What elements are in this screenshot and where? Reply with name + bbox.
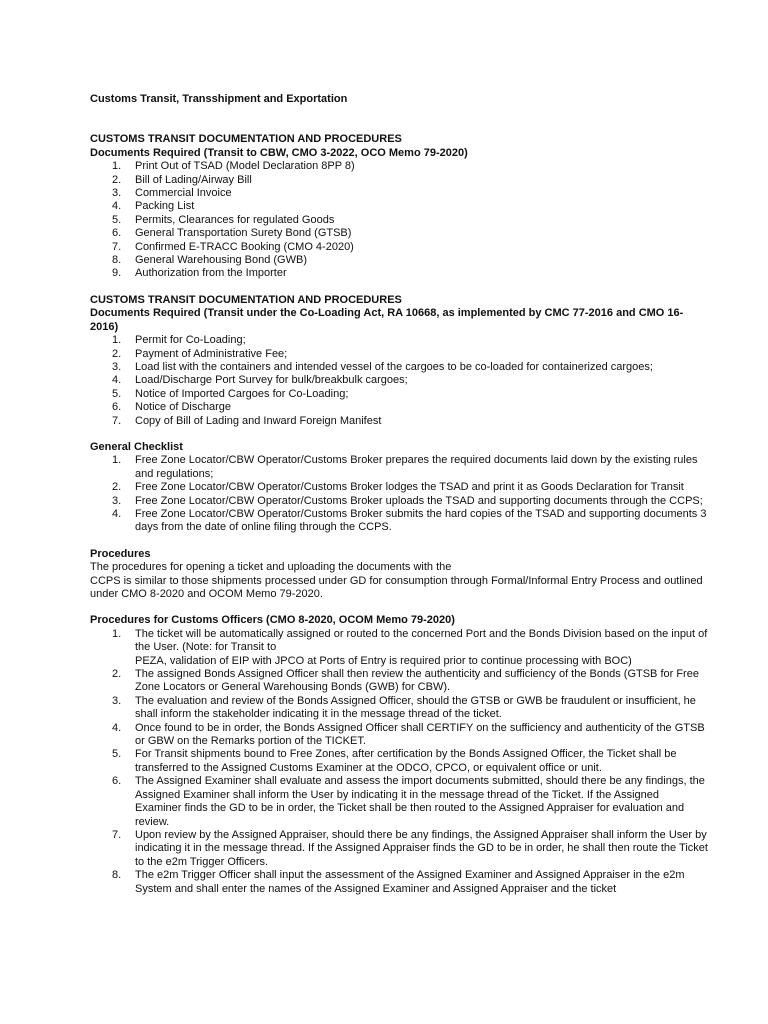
section-procedures-customs-officers bbox=[90, 614, 708, 896]
list-item: 5. Notice of Imported Cargoes for Co-Loading; bbox=[112, 387, 349, 400]
paragraph-line: CCPS is similar to those shipments processed under GD for consumption through Formal/Informal Entry Process and outlined under CMO 8-2020 and OCOM Memo 79-2020. bbox=[90, 574, 703, 600]
section-subheading: Documents Required (Transit to CBW, CMO 3-2022, OCO Memo 79-2020) bbox=[90, 146, 468, 159]
document-title: Customs Transit, Transshipment and Exportation bbox=[90, 93, 348, 105]
list-item: 1. The ticket will be automatically assigned or routed to the concerned Port and the Bonds Division based on the input of the User. (Note: for Transit to PEZA, validation of EIP with JPCO at Ports of Entry is required prior to continue processing with BOC) bbox=[112, 627, 708, 667]
list-item: 4. Load/Discharge Port Survey for bulk/breakbulk cargoes; bbox=[112, 374, 408, 387]
section-general-checklist bbox=[90, 441, 708, 535]
list-item: 6. The Assigned Examiner shall evaluate and assess the import documents submitted, should there be any findings, the Assigned Examiner shall inform the User by indicating it in the message thread of the Ticket. If the Assigned Examiner finds the GD to be in order, the Ticket shall be then routed to the Assigned Appraiser for evaluation and review. bbox=[112, 775, 705, 828]
section-heading: Procedures bbox=[90, 547, 151, 560]
procedures-list bbox=[90, 628, 708, 896]
list-item: 6. General Transportation Surety Bond (GTSB) bbox=[112, 227, 352, 240]
list-item: 9. Authorization from the Importer bbox=[112, 267, 287, 280]
list-item: 2. Payment of Administrative Fee; bbox=[112, 347, 288, 360]
section-co-loading bbox=[90, 294, 708, 428]
list-item: 7. Confirmed E-TRACC Booking (CMO 4-2020) bbox=[112, 240, 354, 253]
list-item: 1. Permit for Co-Loading; bbox=[112, 334, 246, 347]
list-item: 3. The evaluation and review of the Bonds Assigned Officer, should the GTSB or GWB be fraudulent or insufficient, he shall inform the stakeholder indicating it in the message thread of the ticket. bbox=[112, 694, 696, 721]
list-item: 4. Free Zone Locator/CBW Operator/Customs Broker submits the hard copies of the TSAD and supporting documents 3 days from the date of online filing through the CCPS. bbox=[112, 507, 707, 534]
section-heading: General Checklist bbox=[90, 440, 183, 453]
section-heading: CUSTOMS TRANSIT DOCUMENTATION AND PROCEDURES bbox=[90, 133, 402, 146]
list-item: 5. For Transit shipments bound to Free Zones, after certification by the Bonds Assigned Officer, the Ticket shall be transferred to the Assigned Customs Examiner at the ODCO, CPCO, or equivalent office or unit. bbox=[112, 748, 677, 774]
list-item: 1. Print Out of TSAD (Model Declaration 8PP 8) bbox=[112, 160, 355, 173]
list-item: 2. Free Zone Locator/CBW Operator/Customs Broker lodges the TSAD and print it as Goods Declaration for Transit bbox=[112, 481, 684, 494]
list-item: 4. Once found to be in order, the Bonds Assigned Officer shall CERTIFY on the sufficiency and authenticity of the GTSB or GBW on the Remarks portion of the TICKET. bbox=[112, 721, 705, 748]
documents-list bbox=[90, 334, 708, 428]
list-item: 2. Bill of Lading/Airway Bill bbox=[112, 173, 252, 186]
section-heading: CUSTOMS TRANSIT DOCUMENTATION AND PROCEDURES bbox=[90, 293, 402, 306]
list-item: 8. General Warehousing Bond (GWB) bbox=[112, 254, 307, 267]
list-item: 8. The e2m Trigger Officer shall input the assessment of the Assigned Examiner and Assigned Appraiser in the e2m System and shall enter the names of the Assigned Examiner and Assigned Appraiser and the ticket bbox=[112, 869, 685, 895]
section-transit-to-cbw bbox=[90, 133, 708, 280]
list-item: 6. Notice of Discharge bbox=[112, 401, 231, 414]
section-heading: Procedures for Customs Officers (CMO 8-2020, OCOM Memo 79-2020) bbox=[90, 614, 455, 627]
paragraph-line: The procedures for opening a ticket and uploading the documents with the bbox=[90, 561, 452, 574]
list-item: 3. Commercial Invoice bbox=[112, 187, 232, 200]
section-procedures bbox=[90, 548, 708, 602]
list-item: 4. Packing List bbox=[112, 200, 195, 213]
list-item: 3. Load list with the containers and intended vessel of the cargoes to be co-loaded for containerized cargoes; bbox=[112, 360, 653, 373]
documents-list bbox=[90, 160, 708, 281]
list-item: 2. The assigned Bonds Assigned Officer shall then review the authenticity and sufficiency of the Bonds (GTSB for Free Zone Locators or General Warehousing Bonds (GWB) for CBW). bbox=[112, 668, 699, 694]
list-item: 3. Free Zone Locator/CBW Operator/Customs Broker uploads the TSAD and supporting documents through the CCPS; bbox=[112, 494, 703, 507]
list-item: 7. Copy of Bill of Lading and Inward Foreign Manifest bbox=[112, 414, 382, 427]
section-subheading: Documents Required (Transit under the Co-Loading Act, RA 10668, as implemented by CMC 77-2016 and CMO 16-2016) bbox=[90, 307, 684, 333]
list-item: 5. Permits, Clearances for regulated Goods bbox=[112, 213, 335, 226]
list-item: 1. Free Zone Locator/CBW Operator/Customs Broker prepares the required documents laid down by the existing rules and regulations; bbox=[112, 454, 698, 480]
checklist bbox=[90, 454, 708, 534]
list-item: 7. Upon review by the Assigned Appraiser, should there be any findings, the Assigned Appraiser shall inform the User by indicating it in the message thread. If the Assigned Appraiser finds the GD to be in order, he shall then route the Ticket to the e2m Trigger Officers. bbox=[112, 828, 708, 868]
